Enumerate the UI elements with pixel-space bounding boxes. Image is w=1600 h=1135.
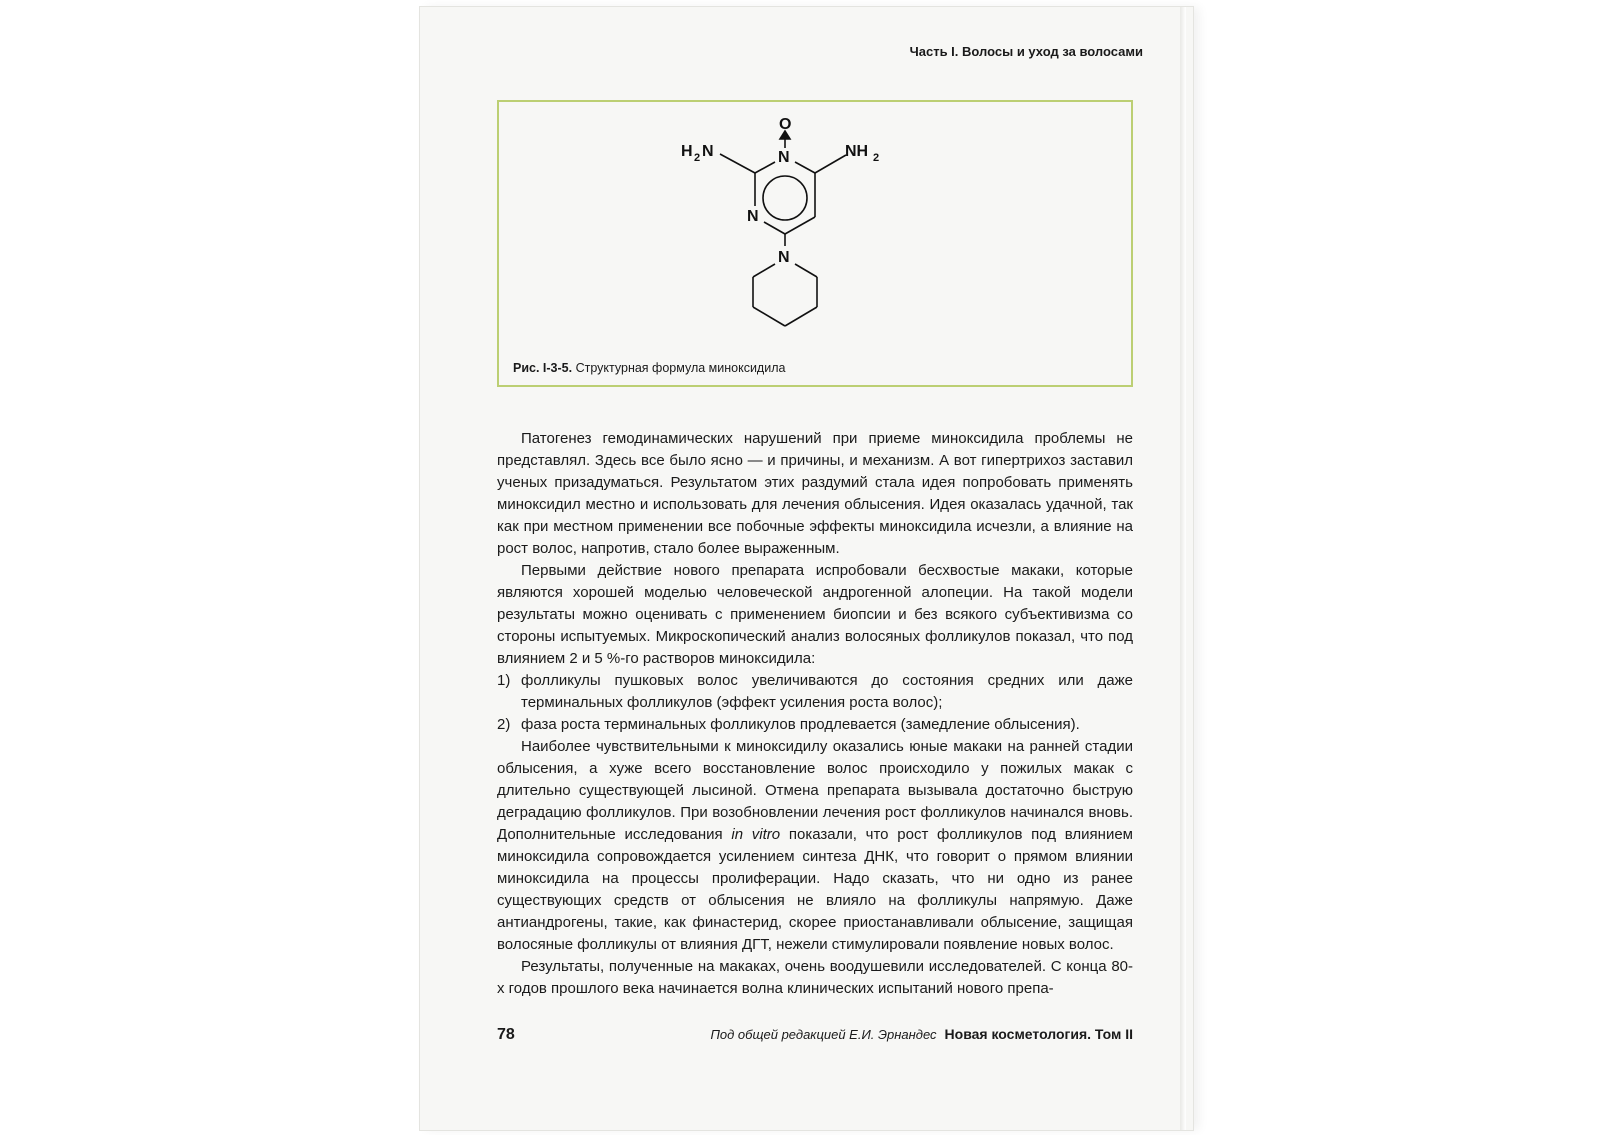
paragraph-1: Патогенез гемодинамических нарушений при приеме миноксидила проблемы не представлял. Здесь все было ясно — и причины, и механизм. А вот гипертрихоз заставил ученых призадуматься. Результатом этих раздумий стала идея попробовать применять миноксидил местно и использовать для лечения облысения. Идея оказалась удачной, так как при местном применении все побочные эффекты миноксидила исчезли, а влияние на рост волос, напротив, стало более выраженным. [497,430,1133,557]
figure-box [497,100,1133,387]
paragraph-3: Наиболее чувствительными к миноксидилу оказались юные макаки на ранней стадии облысения, а хуже всего восстановление волос происходило у пожилых макак с длительно существующей лысиной. Отмена препарата вызывала достаточно быструю деградацию фолликулов. При возобновлении лечения рост фолликулов начинался вновь. Дополнительные исследования in vitro показали, что рост фолликулов под влиянием миноксидила сопровождается усилением синтеза ДНК, что говорит о прямом влиянии миноксидила на процессы пролиферации. Надо сказать, что ни одно из ранее существующих средств от облысения не влияло на фолликулы напрямую. Даже антиандрогены, такие, как финастерид, скорее приостанавливали облысение, защищая волосяные фолликулы от влияния ДГТ, нежели стимулировали появление новых волос. [497,738,1133,953]
piperidine-nitrogen-atom: N [778,249,790,266]
paragraph-2: Первыми действие нового препарата испробовали бесхвостые макаки, которые являются хорошей моделью человеческой андрогенной алопеции. На такой модели результаты можно оценивать с применением биопсии и без всякого субъективизма со стороны испытуемых. Микроскопический анализ волосяных фолликулов показал, что под влиянием 2 и 5 %-го растворов миноксидила: [497,562,1133,667]
svg-text:2: 2 [873,152,880,164]
figure-caption [513,361,785,375]
running-head: Часть I. Волосы и уход за волосами [909,44,1143,59]
findings-list [497,670,1133,736]
aromatic-circle [763,176,807,220]
svg-text:2: 2 [694,152,701,164]
amine-right-group [845,143,879,164]
svg-text:NH: NH [845,143,869,160]
list-item: 2) фаза роста терминальных фолликулов продлевается (замедление облысения). [497,716,1080,733]
figure-caption-number: Рис. I-3-5. [513,361,573,375]
minoxidil-structure-diagram [499,102,1131,385]
svg-text:N: N [702,143,714,160]
book-reference [710,1026,1133,1042]
page-footer [497,1026,1133,1050]
amine-left-group [681,143,714,164]
figure-caption-text: Структурная формула миноксидила [575,361,786,375]
page-number: 78 [497,1026,515,1043]
piperidine-ring [753,264,817,326]
list-item: 1) фолликулы пушковых волос увеличиваются до состояния средних или даже терминальных фолликулов (эффект усиления роста волос); [497,672,1133,711]
oxygen-atom: O [779,116,792,133]
in-vitro-term: in vitro [731,826,781,843]
body-text [497,428,1133,1000]
editor-credit: Под общей редакцией Е.И. Эрнандес [710,1027,937,1042]
n-oxide-nitrogen-atom: N [778,149,790,166]
page-edge-shadow [1180,7,1186,1130]
n-oxide-arrow [780,131,790,148]
svg-text:H: H [681,143,693,160]
book-title: Новая косметология. Том II [944,1026,1133,1042]
paragraph-4: Результаты, полученные на макаках, очень воодушевили исследователей. С конца 80-х годов прошлого века начинается волна клинических испытаний нового препа- [497,958,1133,997]
ring-nitrogen-atom: N [747,208,759,225]
pyrimidine-ring [755,162,815,234]
